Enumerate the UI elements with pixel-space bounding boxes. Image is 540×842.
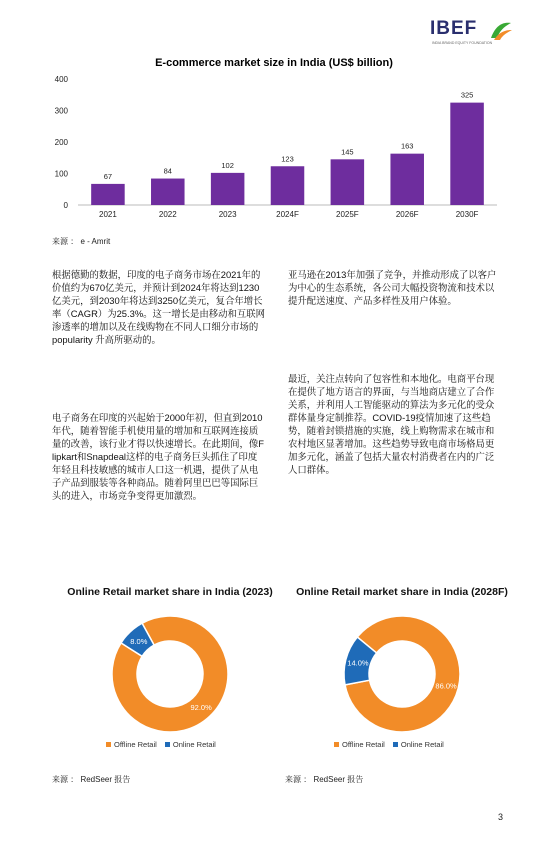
donut-2028f-source: 来源 ： RedSeer 报告 — [285, 775, 364, 784]
bar — [151, 179, 185, 205]
bar — [211, 173, 245, 205]
logo-leaf-icon — [488, 20, 514, 42]
paragraph-localization-trend: 最近，关注点转向了包容性和本地化。电商平台现在提供了地方语言的界面，与当地商店建立了合作关系，并利用人工智能驱动的算法为多元化的受众群体量身定制推荐。COVID-19疫情加速了这些趋势，随着封锁措施的实施，线上购物需求在城市和农村地区显著增加。这些趋势导致电商市场格局更加多元化，涵盖了包括大量农村消费者在内的广泛人口群体。 — [288, 373, 495, 475]
donut-2023-plot — [60, 612, 280, 732]
paragraph-ecommerce-history: 电子商务在印度的兴起始于2000年初，但直到2010年代，随着智能手机使用量的增加和互联网连接质量的改善，该行业才得以快速增长。在此期间，像Flipkart和Snapdeal这样的电子商务巨头抓住了印度年轻且科技敏感的城市人口这一机遇，提供了从电子产品到服装等各种商品。随着阿里巴巴等国际巨头的进入，市场竞争变得更加激烈。 — [52, 412, 264, 501]
bar — [390, 154, 424, 205]
x-tick-label: 2022 — [158, 210, 177, 219]
bar-value-label: 145 — [341, 147, 354, 157]
legend-swatch-offline — [334, 742, 339, 747]
x-tick-label: 2021 — [99, 210, 117, 219]
bar — [271, 166, 305, 205]
x-tick-label: 2026F — [395, 210, 419, 219]
legend-item-offline: Offline Retail — [334, 740, 385, 749]
donut-value-label: 92.0% — [190, 703, 212, 713]
legend-item-offline: Offline Retail — [106, 740, 157, 749]
donut-2023-legend — [106, 740, 222, 749]
paragraph-market-growth: 根据德勤的数据，印度的电子商务市场在2021年的价值约为670亿美元，并预计到2024年将达到1230亿美元，到2030年将达到3250亿美元，复合年增长率（CAGR）为25.3%。这一增长是由移动和互联网渗透率的增加以及在线购物在不同人口细分市场的 popularity 升高所驱动的。 — [52, 269, 266, 345]
bar-chart-title: E-commerce market size in India (US$ billion) — [155, 57, 393, 69]
bar-value-label: 325 — [460, 90, 474, 100]
y-tick-label: 300 — [54, 106, 68, 116]
logo-tagline: INDIA BRAND EQUITY FOUNDATION — [432, 41, 493, 45]
page-number: 3 — [498, 812, 504, 822]
donut-2023-title: Online Retail market share in India (2023) — [67, 586, 273, 598]
y-tick-label: 200 — [54, 138, 68, 147]
ecommerce-market-size-chart — [42, 52, 502, 227]
donut-2028f-title: Online Retail market share in India (2028F) — [296, 586, 508, 598]
donut-2023-source: 来源 ： RedSeer 报告 — [52, 775, 131, 784]
x-tick-label: 2030F — [455, 210, 479, 219]
logo-wordmark: IBEF — [430, 18, 478, 39]
bar-value-label: 123 — [281, 154, 294, 164]
donut-value-label: 14.0% — [347, 658, 369, 668]
bar — [450, 103, 484, 205]
legend-swatch-offline — [106, 742, 111, 747]
ibef-logo — [430, 18, 520, 48]
bar-value-label: 102 — [221, 160, 234, 170]
donut-chart-2023 — [60, 586, 280, 749]
bar — [91, 184, 125, 205]
x-tick-label: 2023 — [218, 210, 237, 219]
y-tick-label: 0 — [63, 201, 68, 210]
legend-item-online: Online Retail — [165, 740, 216, 749]
bar-value-label: 84 — [163, 166, 172, 176]
paragraph-amazon-competition: 亚马逊在2013年加强了竞争，并推动形成了以客户为中心的生态系统，各公司大幅投资物流和技术以提升配送速度、产品多样性及用户体验。 — [288, 269, 497, 306]
bar-chart-plot — [42, 52, 502, 227]
legend-item-online: Online Retail — [393, 740, 444, 749]
x-tick-label: 2025F — [336, 210, 359, 219]
bar — [331, 159, 365, 205]
donut-2028f-legend — [334, 740, 450, 749]
legend-swatch-online — [393, 742, 398, 747]
bar-value-label: 163 — [400, 141, 414, 151]
donut-2028f-plot — [292, 612, 512, 732]
legend-swatch-online — [165, 742, 170, 747]
donut-chart-2028f — [292, 586, 512, 749]
y-tick-label: 100 — [54, 169, 68, 179]
donut-value-label: 86.0% — [435, 681, 457, 691]
bar-value-label: 67 — [103, 171, 113, 181]
bar-chart-source: 来源 ： e - Amrit — [52, 237, 111, 246]
y-tick-label: 400 — [54, 75, 68, 84]
donut-value-label: 8.0% — [130, 636, 148, 646]
x-tick-label: 2024F — [276, 210, 299, 219]
